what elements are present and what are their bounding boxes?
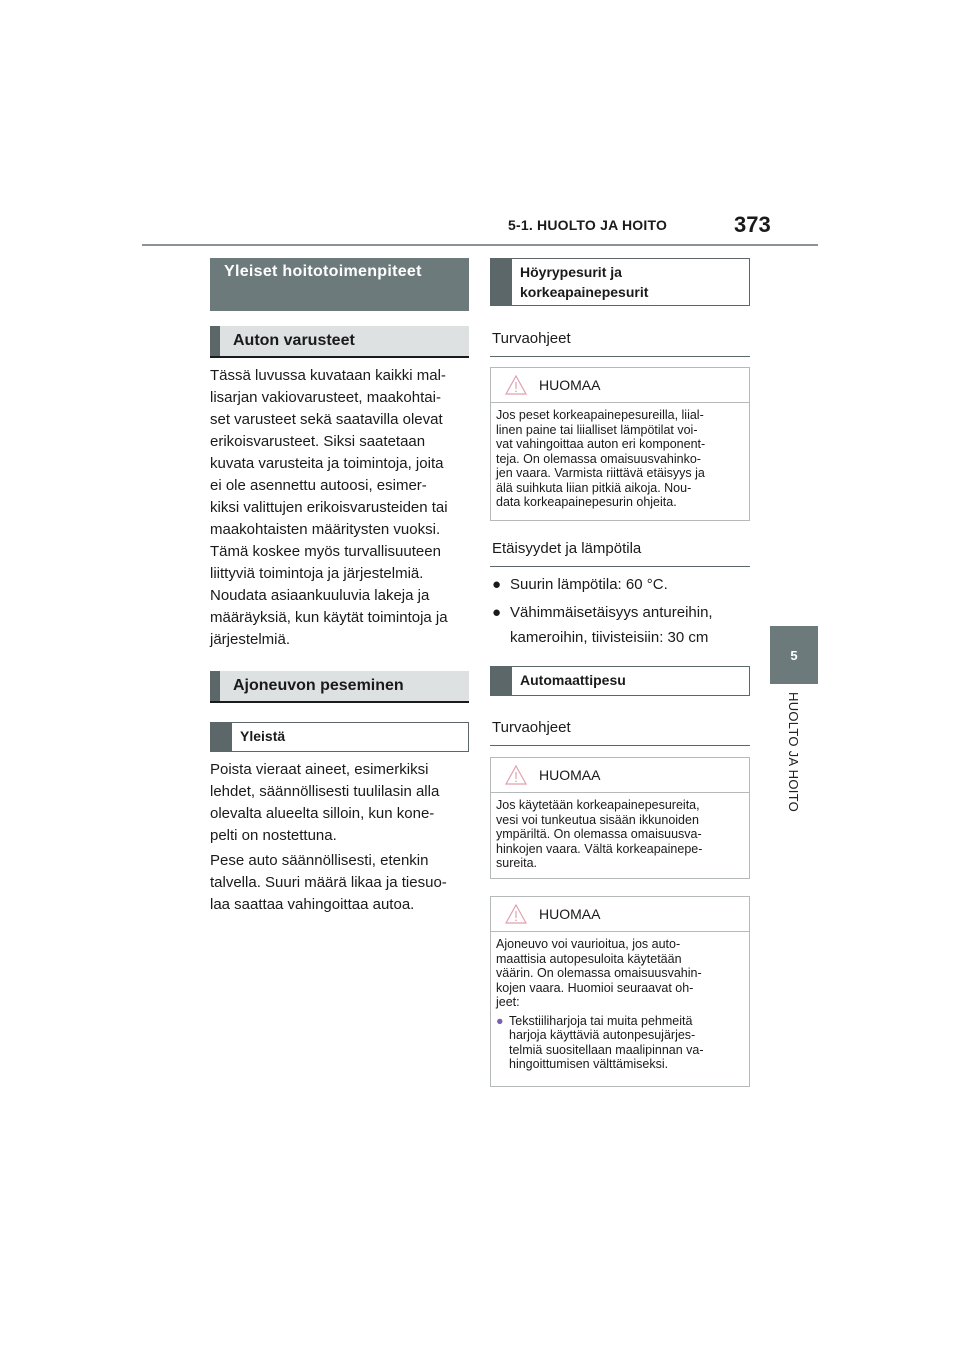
line: Tämä koskee myös turvallisuuteen (210, 543, 441, 560)
bullet-item (492, 572, 752, 597)
caution-header (491, 758, 749, 793)
line: lisarjan vakiovarusteet, maakohtai- (210, 389, 441, 406)
line: älä suihkuta liian pitkiä aikoja. Nou- (496, 480, 692, 495)
line: Höyrypesurit ja (520, 264, 622, 280)
line: Tässä luvussa kuvataan kaikki mal- (210, 367, 446, 384)
line: linen paine tai liialliset lämpötilat voi- (496, 422, 698, 437)
line: telmiä suositellaan maalipinnan va- (509, 1042, 704, 1057)
caution-bullet (496, 1014, 743, 1072)
line: set varusteet sekä saatavilla olevat (210, 411, 443, 428)
line: teja. On olemassa omaisuusvahinko- (496, 451, 701, 466)
caution-header (491, 897, 749, 932)
line: maattisia autopesuloita käytetään (496, 951, 682, 966)
line: väärin. On olemassa omaisuusvahin- (496, 966, 702, 980)
caution-label: HUOMAA (539, 377, 601, 393)
line: kameroihin, tiivisteisiin: 30 cm (510, 629, 709, 646)
main-heading-text: Yleiset hoitotoimenpiteet (224, 263, 422, 280)
line: Poista vieraat aineet, esimerkiksi (210, 761, 429, 778)
caution-body (491, 793, 749, 871)
bullet-item (492, 600, 752, 650)
line: harjoja käyttäviä autonpesujärjes- (509, 1028, 696, 1042)
page-number: 373 (734, 212, 771, 237)
subheading-bar (211, 723, 232, 751)
bullet-dot-icon: ● (492, 604, 502, 621)
subheading-bar (491, 259, 512, 305)
running-header: 5-1. HUOLTO JA HOITO (508, 217, 668, 233)
line: Vähimmäisetäisyys antureihin, (510, 604, 713, 621)
warning-triangle-icon (505, 904, 527, 924)
chapter-tab: 5 (770, 626, 818, 684)
bullet-dot-icon: ● (496, 1013, 504, 1028)
subheading-bar (491, 667, 512, 695)
equipment-paragraph (210, 365, 470, 651)
line: järjestelmiä. (210, 631, 291, 648)
subheading-text: Yleistä (240, 728, 286, 744)
line: olevalta alueelta silloin, kun kone- (210, 805, 435, 822)
line: Jos käytetään korkeapainepesureita, (496, 798, 700, 812)
line: hingoittumisen välttämiseksi. (509, 1057, 669, 1071)
safety-title-1: Turvaohjeet (490, 330, 750, 357)
line: talvella. Suuri määrä likaa ja tiesuo- (210, 874, 447, 891)
heading-text: Ajoneuvon peseminen (233, 677, 404, 694)
caution-box-2 (490, 757, 750, 879)
line: liittyviä toimintoja ja järjestelmiä. (210, 565, 424, 582)
warning-triangle-icon (505, 375, 527, 395)
line: määräyksiä, kun käytät toimintoja ja (210, 609, 448, 626)
section-heading-equipment (210, 326, 469, 358)
line: korkeapainepesurit (520, 284, 649, 300)
caution-box-3 (490, 896, 750, 1087)
line: laa saattaa vahingoittaa autoa. (210, 896, 415, 913)
line: Pese auto säännöllisesti, etenkin (210, 852, 429, 869)
distance-bullets (492, 572, 752, 650)
safety-title-3: Turvaohjeet (490, 719, 750, 746)
line: ympäriltä. On olemassa omaisuusva- (496, 827, 702, 841)
subheading-automatic-wash (490, 666, 750, 696)
caution-box-1 (490, 367, 750, 521)
line: ei ole asennettu autoosi, esimer- (210, 477, 427, 494)
line: kuvata varusteita ja toimintoja, joita (210, 455, 444, 472)
line: hinkojen vaara. Vältä korkeapainepe- (496, 841, 703, 856)
line: data korkeapainepesurin ohjeita. (496, 495, 677, 509)
caution-body (491, 403, 749, 510)
line: Noudata asiaankuuluvia lakeja ja (210, 587, 430, 604)
section-heading-washing (210, 671, 469, 703)
caution-label: HUOMAA (539, 767, 601, 783)
chapter-label: HUOLTO JA HOITO (786, 692, 801, 813)
line: jen vaara. Varmista riittävä etäisyys ja (496, 466, 705, 480)
subheading-pressure-washers (490, 258, 750, 306)
safety-title-2: Etäisyydet ja lämpötila (490, 540, 750, 567)
heading-accent-bar (210, 326, 220, 356)
line: pelti on nostettuna. (210, 827, 337, 844)
washing-paragraph-2 (210, 850, 470, 916)
caution-label: HUOMAA (539, 906, 601, 922)
line: sureita. (496, 856, 537, 870)
line: Ajoneuvo voi vaurioitua, jos auto- (496, 937, 681, 951)
washing-paragraph-1 (210, 759, 470, 847)
heading-accent-bar (210, 671, 220, 701)
line: Jos peset korkeapainepesureilla, liial- (496, 408, 704, 422)
line: Tekstiiliharjoja tai muita pehmeitä (509, 1013, 693, 1028)
line: lehdet, säännöllisesti tuulilasin alla (210, 783, 440, 800)
bullet-text (510, 600, 713, 650)
main-heading (210, 258, 469, 311)
subheading-text: Automaattipesu (520, 672, 626, 688)
line: vesi voi tunkeutua sisään ikkunoiden (496, 812, 699, 827)
bullet-text (509, 1014, 704, 1072)
caution-body (491, 932, 749, 1072)
header-rule (142, 244, 818, 246)
subheading-text (512, 259, 656, 305)
bullet-dot-icon: ● (492, 576, 502, 593)
line: erikoisvarusteet. Siksi saatetaan (210, 433, 426, 450)
heading-text: Auton varusteet (233, 332, 355, 349)
caution-header (491, 368, 749, 403)
subheading-general (210, 722, 469, 752)
line: vat vahingoittaa auton eri komponent- (496, 437, 706, 451)
line: kiksi valittujen erikoisvarusteiden tai (210, 499, 448, 516)
line: kojen vaara. Huomioi seuraavat oh- (496, 980, 694, 995)
bullet-text: Suurin lämpötila: 60 °C. (510, 576, 668, 593)
warning-triangle-icon (505, 765, 527, 785)
line: maakohtaisten määritysten vuoksi. (210, 521, 441, 538)
line: jeet: (496, 995, 520, 1009)
